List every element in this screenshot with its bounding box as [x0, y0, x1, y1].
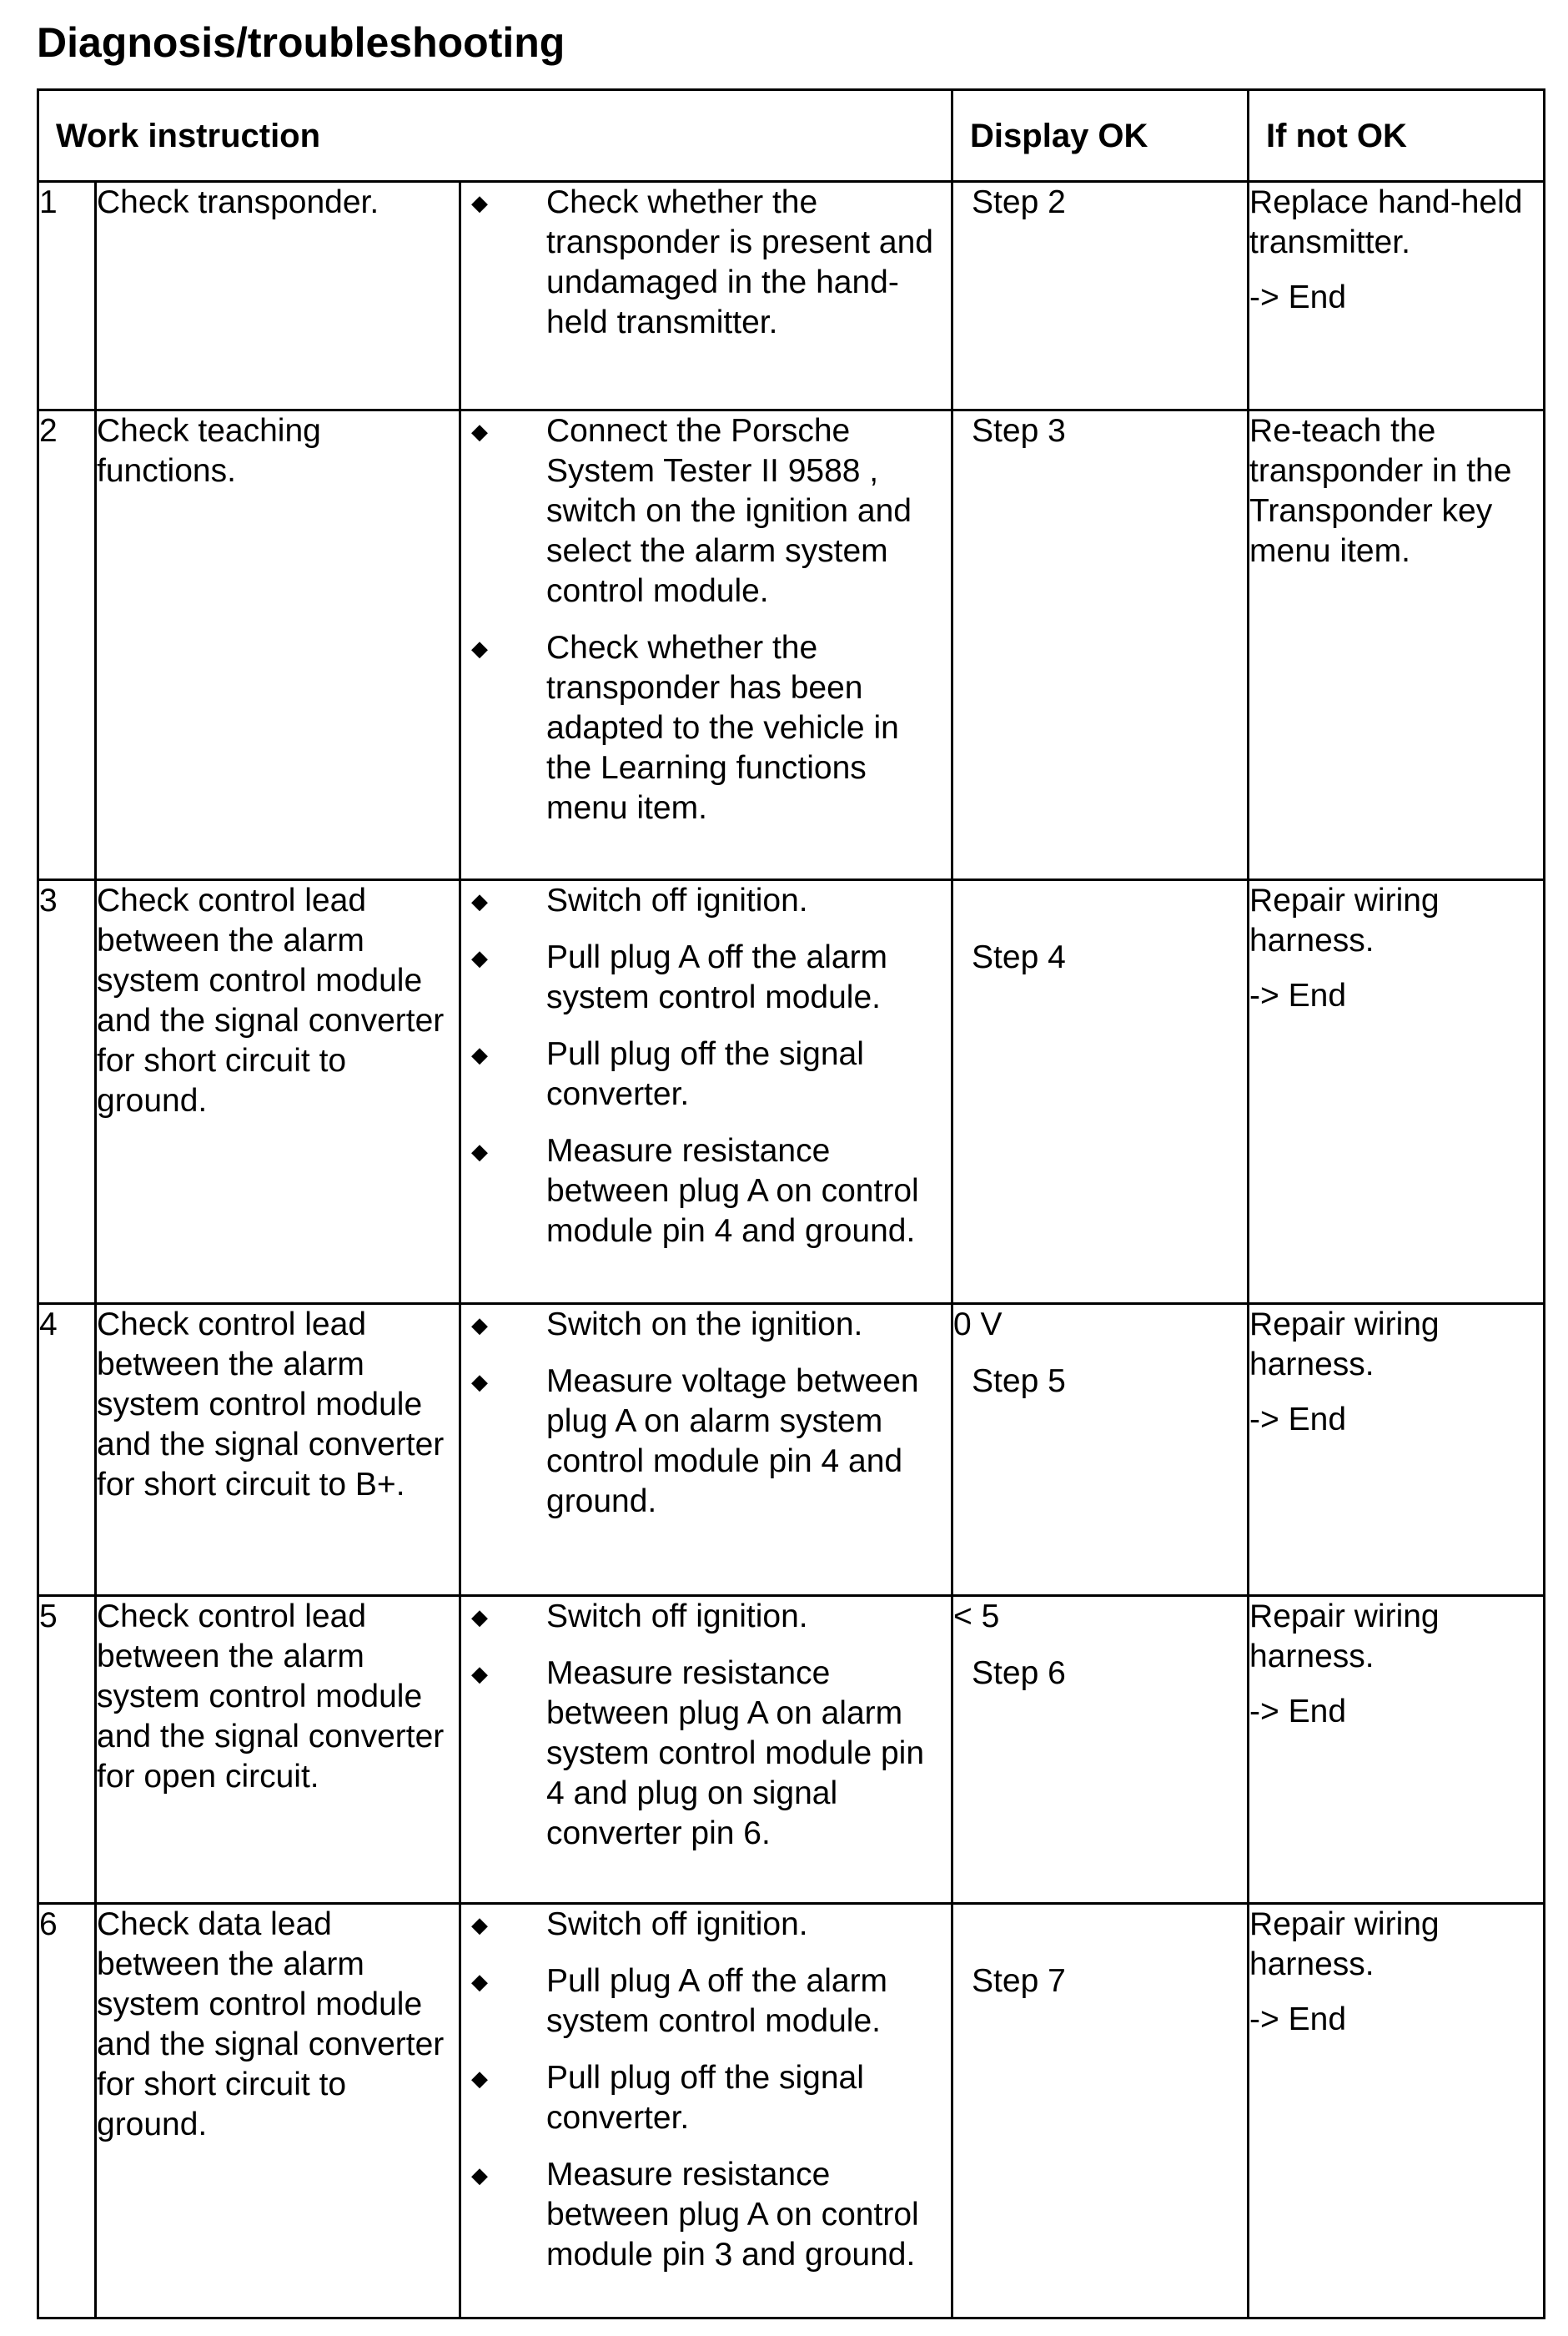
ok-target-value: 0 V	[953, 1306, 1003, 1342]
action-item	[461, 1654, 951, 1854]
if-not-ok-cell	[1249, 1303, 1545, 1595]
action-list	[460, 1595, 952, 1903]
not-ok-end: -> End	[1249, 1693, 1347, 1729]
bullet-diamond-icon: ◆	[471, 1311, 488, 1337]
step-number: 6	[38, 1903, 96, 2318]
if-not-ok-cell	[1249, 182, 1545, 410]
ok-target-value: < 5	[953, 1598, 1000, 1634]
bullet-diamond-icon: ◆	[471, 190, 488, 215]
action-list	[460, 1303, 952, 1595]
bullet-diamond-icon: ◆	[471, 889, 488, 914]
action-item	[461, 2058, 951, 2138]
not-ok-remedy: Repair wiring harness.	[1249, 883, 1440, 959]
bullet-diamond-icon: ◆	[471, 2065, 488, 2091]
display-ok-cell	[952, 410, 1249, 880]
ok-next-step: Step 7	[972, 1962, 1066, 1999]
header-if-not-ok: If not OK	[1249, 90, 1545, 182]
action-text: Pull plug A off the alarm system control module.	[546, 939, 888, 1016]
bullet-diamond-icon: ◆	[471, 635, 488, 661]
bullet-diamond-icon: ◆	[471, 1042, 488, 1068]
table-row	[38, 1595, 1545, 1903]
action-text: Measure voltage between plug A on alarm system control module pin 4 and ground.	[546, 1362, 919, 1519]
not-ok-remedy: Repair wiring harness.	[1249, 1906, 1440, 1982]
bullet-diamond-icon: ◆	[471, 945, 488, 971]
action-item	[461, 1597, 951, 1637]
header-row	[38, 90, 1545, 182]
if-not-ok-cell	[1249, 410, 1545, 880]
not-ok-remedy: Repair wiring harness.	[1249, 1306, 1440, 1382]
header-work-instruction: Work instruction	[38, 90, 952, 182]
table-row	[38, 182, 1545, 410]
check-description: Check control lead between the alarm system control module and the signal converter for short circuit to ground.	[96, 880, 460, 1303]
action-text: Switch off ignition.	[546, 1598, 808, 1634]
action-item	[461, 1961, 951, 2041]
page-title: Diagnosis/troubleshooting	[37, 19, 565, 66]
action-list	[460, 182, 952, 410]
ok-next-step: Step 3	[972, 412, 1066, 449]
not-ok-remedy: Replace hand-held transmitter.	[1249, 184, 1523, 260]
action-text: Check whether the transponder has been adapted to the vehicle in the Learning functions menu item.	[546, 629, 899, 826]
step-number: 5	[38, 1595, 96, 1903]
step-number: 4	[38, 1303, 96, 1595]
table-row	[38, 880, 1545, 1303]
check-description: Check teaching functions.	[96, 410, 460, 880]
bullet-diamond-icon: ◆	[471, 2162, 488, 2187]
action-text: Pull plug off the signal converter.	[546, 1036, 864, 1113]
action-item	[461, 1131, 951, 1251]
display-ok-cell	[952, 880, 1249, 1303]
display-ok-cell	[952, 1903, 1249, 2318]
action-item	[461, 411, 951, 612]
display-ok-cell	[952, 1303, 1249, 1595]
action-list	[460, 410, 952, 880]
action-item	[461, 1035, 951, 1115]
check-description: Check transponder.	[96, 182, 460, 410]
not-ok-end: -> End	[1249, 2001, 1347, 2037]
if-not-ok-cell	[1249, 880, 1545, 1303]
action-item	[461, 938, 951, 1018]
ok-next-step: Step 4	[972, 939, 1066, 976]
table-row	[38, 1903, 1545, 2318]
bullet-diamond-icon: ◆	[471, 1911, 488, 1937]
header-display-ok: Display OK	[952, 90, 1249, 182]
not-ok-remedy: Re-teach the transponder in the Transponder key menu item.	[1249, 412, 1512, 569]
if-not-ok-cell	[1249, 1903, 1545, 2318]
action-list	[460, 1903, 952, 2318]
check-description: Check control lead between the alarm system control module and the signal converter for short circuit to B+.	[96, 1303, 460, 1595]
action-text: Check whether the transponder is present and undamaged in the hand-held transmitter.	[546, 184, 933, 340]
action-text: Measure resistance between plug A on control module pin 4 and ground.	[546, 1133, 919, 1250]
action-text: Pull plug off the signal converter.	[546, 2059, 864, 2136]
action-text: Connect the Porsche System Tester II 9588 , switch on the ignition and select the alarm system control module.	[546, 412, 912, 609]
action-item	[461, 881, 951, 921]
action-item	[461, 1305, 951, 1345]
action-text: Pull plug A off the alarm system control module.	[546, 1962, 888, 2039]
action-item	[461, 628, 951, 828]
not-ok-end: -> End	[1249, 1401, 1347, 1437]
check-description: Check control lead between the alarm system control module and the signal converter for open circuit.	[96, 1595, 460, 1903]
ok-next-step: Step 6	[972, 1654, 1066, 1691]
table-row	[38, 1303, 1545, 1595]
bullet-diamond-icon: ◆	[471, 1968, 488, 1994]
step-number: 3	[38, 880, 96, 1303]
action-item	[461, 1362, 951, 1522]
table-row	[38, 410, 1545, 880]
not-ok-end: -> End	[1249, 978, 1347, 1014]
not-ok-remedy: Repair wiring harness.	[1249, 1598, 1440, 1674]
bullet-diamond-icon: ◆	[471, 1660, 488, 1686]
bullet-diamond-icon: ◆	[471, 418, 488, 444]
ok-next-step: Step 5	[972, 1362, 1066, 1399]
action-list	[460, 880, 952, 1303]
not-ok-end: -> End	[1249, 279, 1347, 315]
bullet-diamond-icon: ◆	[471, 1139, 488, 1165]
step-number: 2	[38, 410, 96, 880]
action-text: Measure resistance between plug A on alarm system control module pin 4 and plug on signal converter pin 6.	[546, 1654, 925, 1851]
bullet-diamond-icon: ◆	[471, 1368, 488, 1394]
display-ok-cell	[952, 182, 1249, 410]
if-not-ok-cell	[1249, 1595, 1545, 1903]
action-text: Measure resistance between plug A on control module pin 3 and ground.	[546, 2156, 919, 2273]
action-item	[461, 1905, 951, 1945]
action-item	[461, 2155, 951, 2275]
ok-next-step: Step 2	[972, 184, 1066, 220]
action-text: Switch on the ignition.	[546, 1306, 863, 1342]
action-text: Switch off ignition.	[546, 1906, 808, 1942]
check-description: Check data lead between the alarm system control module and the signal converter for short circuit to ground.	[96, 1903, 460, 2318]
bullet-diamond-icon: ◆	[471, 1603, 488, 1629]
troubleshooting-table	[37, 88, 1545, 2319]
step-number: 1	[38, 182, 96, 410]
action-text: Switch off ignition.	[546, 883, 808, 919]
action-item	[461, 183, 951, 343]
display-ok-cell	[952, 1595, 1249, 1903]
